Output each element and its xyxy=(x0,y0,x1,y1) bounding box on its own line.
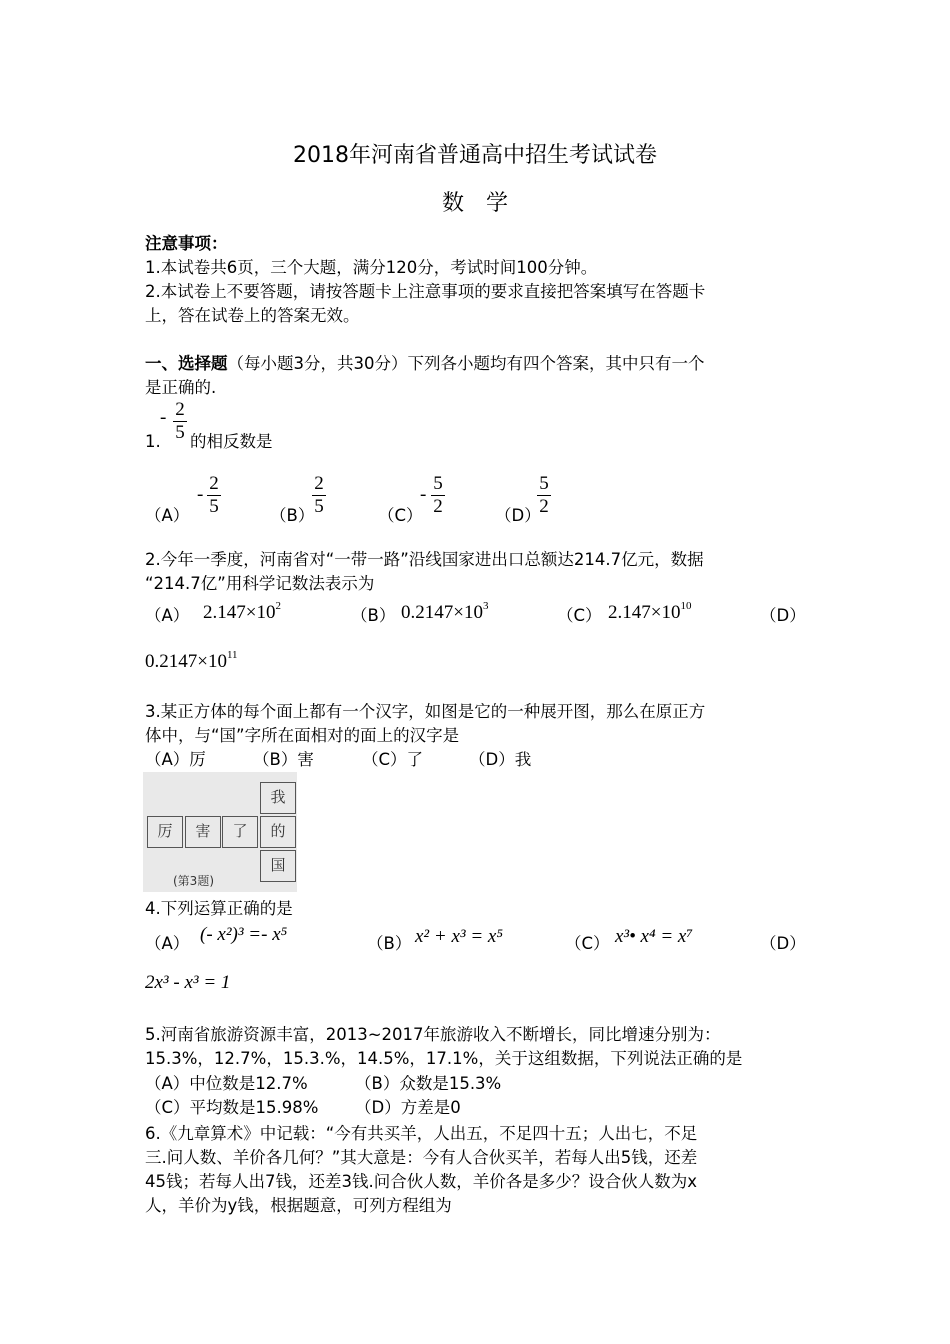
net-cell-de: 的 xyxy=(260,816,296,848)
q6-line3: 45钱；若每人出7钱，还差3钱.问合伙人数，羊价各是多少？设合伙人数为x xyxy=(145,1172,698,1191)
q4-option-c-label: （C） xyxy=(565,934,610,953)
q4-text: 4.下列运算正确的是 xyxy=(145,899,293,918)
q4-option-b: x² + x³ = x⁵ xyxy=(415,926,503,947)
section-title: 一、选择题 xyxy=(145,354,228,373)
q4-option-c: x³• x⁴ = x⁷ xyxy=(615,926,693,947)
q3-option-d: （D）我 xyxy=(469,750,532,769)
q1-minus: - xyxy=(160,407,167,428)
q4-options xyxy=(145,924,805,954)
net-cell-le: 了 xyxy=(222,816,258,848)
q1-fraction: 2 5 xyxy=(173,400,187,443)
q5-option-d: （D）方差是0 xyxy=(355,1098,461,1117)
section-heading xyxy=(145,352,705,376)
q3-option-a: （A）厉 xyxy=(145,750,206,769)
figure-caption: (第3题) xyxy=(173,874,214,888)
q3-option-b: （B）害 xyxy=(253,750,314,769)
q2-option-a-label: （A） xyxy=(145,606,190,625)
note-item-2-cont: 上，答在试卷上的答案无效。 xyxy=(145,306,360,325)
section-desc: （每小题3分，共30分）下列各小题均有四个答案，其中只有一个 xyxy=(227,354,705,373)
net-cell-hai: 害 xyxy=(185,816,221,848)
q2-option-d-label: （D） xyxy=(760,606,806,625)
notes-heading: 注意事项： xyxy=(145,234,228,253)
q2-options xyxy=(145,598,805,628)
q4-option-a: (- x²)³ =- x⁵ xyxy=(200,924,288,945)
q4-option-d: 2x³ - x³ = 1 xyxy=(145,972,231,993)
q5-option-a: （A）中位数是12.7% xyxy=(145,1074,308,1093)
q2-option-c: $2.147\times 10^{10}$ xyxy=(608,600,692,623)
section-desc-cont: 是正确的. xyxy=(145,378,217,397)
net-cell-wo: 我 xyxy=(260,782,296,814)
q1-text: 的相反数是 xyxy=(190,432,273,451)
q4-option-a-label: （A） xyxy=(145,934,190,953)
page-title: 2018年河南省普通高中招生考试试卷 xyxy=(293,143,657,168)
note-item-1: 1.本试卷共6页，三个大题，满分120分，考试时间100分钟。 xyxy=(145,258,598,277)
subject-title: 数学 xyxy=(441,191,530,216)
q5-line1: 5.河南省旅游资源丰富，2013~2017年旅游收入不断增长，同比增速分别为： xyxy=(145,1025,721,1044)
q5-option-c: （C）平均数是15.98% xyxy=(145,1098,319,1117)
q2-option-b: $0.2147\times 10^3$ xyxy=(401,600,489,623)
q4-option-d-label: （D） xyxy=(760,934,806,953)
q5-option-b: （B）众数是15.3% xyxy=(355,1074,502,1093)
cube-net-figure xyxy=(143,772,297,892)
q2-line1: 2.今年一季度，河南省对“一带一路”沿线国家进出口总额达214.7亿元，数据 xyxy=(145,550,704,569)
note-item-2: 2.本试卷上不要答题，请按答题卡上注意事项的要求直接把答案填写在答题卡 xyxy=(145,282,706,301)
q2-option-d: $0.2147\times 10^{11}$ xyxy=(145,649,238,672)
q6-line1: 6.《九章算术》中记载：“今有共买羊，人出五，不足四十五；人出七，不足 xyxy=(145,1124,698,1143)
q2-option-c-label: （C） xyxy=(557,606,602,625)
q3-line1: 3.某正方体的每个面上都有一个汉字，如图是它的一种展开图，那么在原正方 xyxy=(145,702,706,721)
q2-option-a: $2.147\times 10^2$ xyxy=(203,600,281,623)
q3-line2: 体中，与“国”字所在面相对的面上的汉字是 xyxy=(145,726,460,745)
q2-line2: “214.7亿”用科学记数法表示为 xyxy=(145,574,375,593)
q4-option-b-label: （B） xyxy=(367,934,412,953)
q1-number: 1. xyxy=(145,432,161,451)
q3-option-c: （C）了 xyxy=(362,750,424,769)
net-cell-guo: 国 xyxy=(260,850,296,882)
net-cell-li: 厉 xyxy=(147,816,183,848)
q5-line2: 15.3%，12.7%，15.3.%，14.5%，17.1%，关于这组数据，下列说法正确的是 xyxy=(145,1049,743,1068)
q2-option-b-label: （B） xyxy=(351,606,396,625)
q1-options: （A） - 2 5 （B） 2 5 （C） - 5 2 （D） 5 2 xyxy=(145,474,645,524)
q6-line2: 三.问人数、羊价各几何？”其大意是：今有人合伙买羊，若每人出5钱，还差 xyxy=(145,1148,698,1167)
q6-line4: 人，羊价为y钱，根据题意，可列方程组为 xyxy=(145,1196,452,1215)
